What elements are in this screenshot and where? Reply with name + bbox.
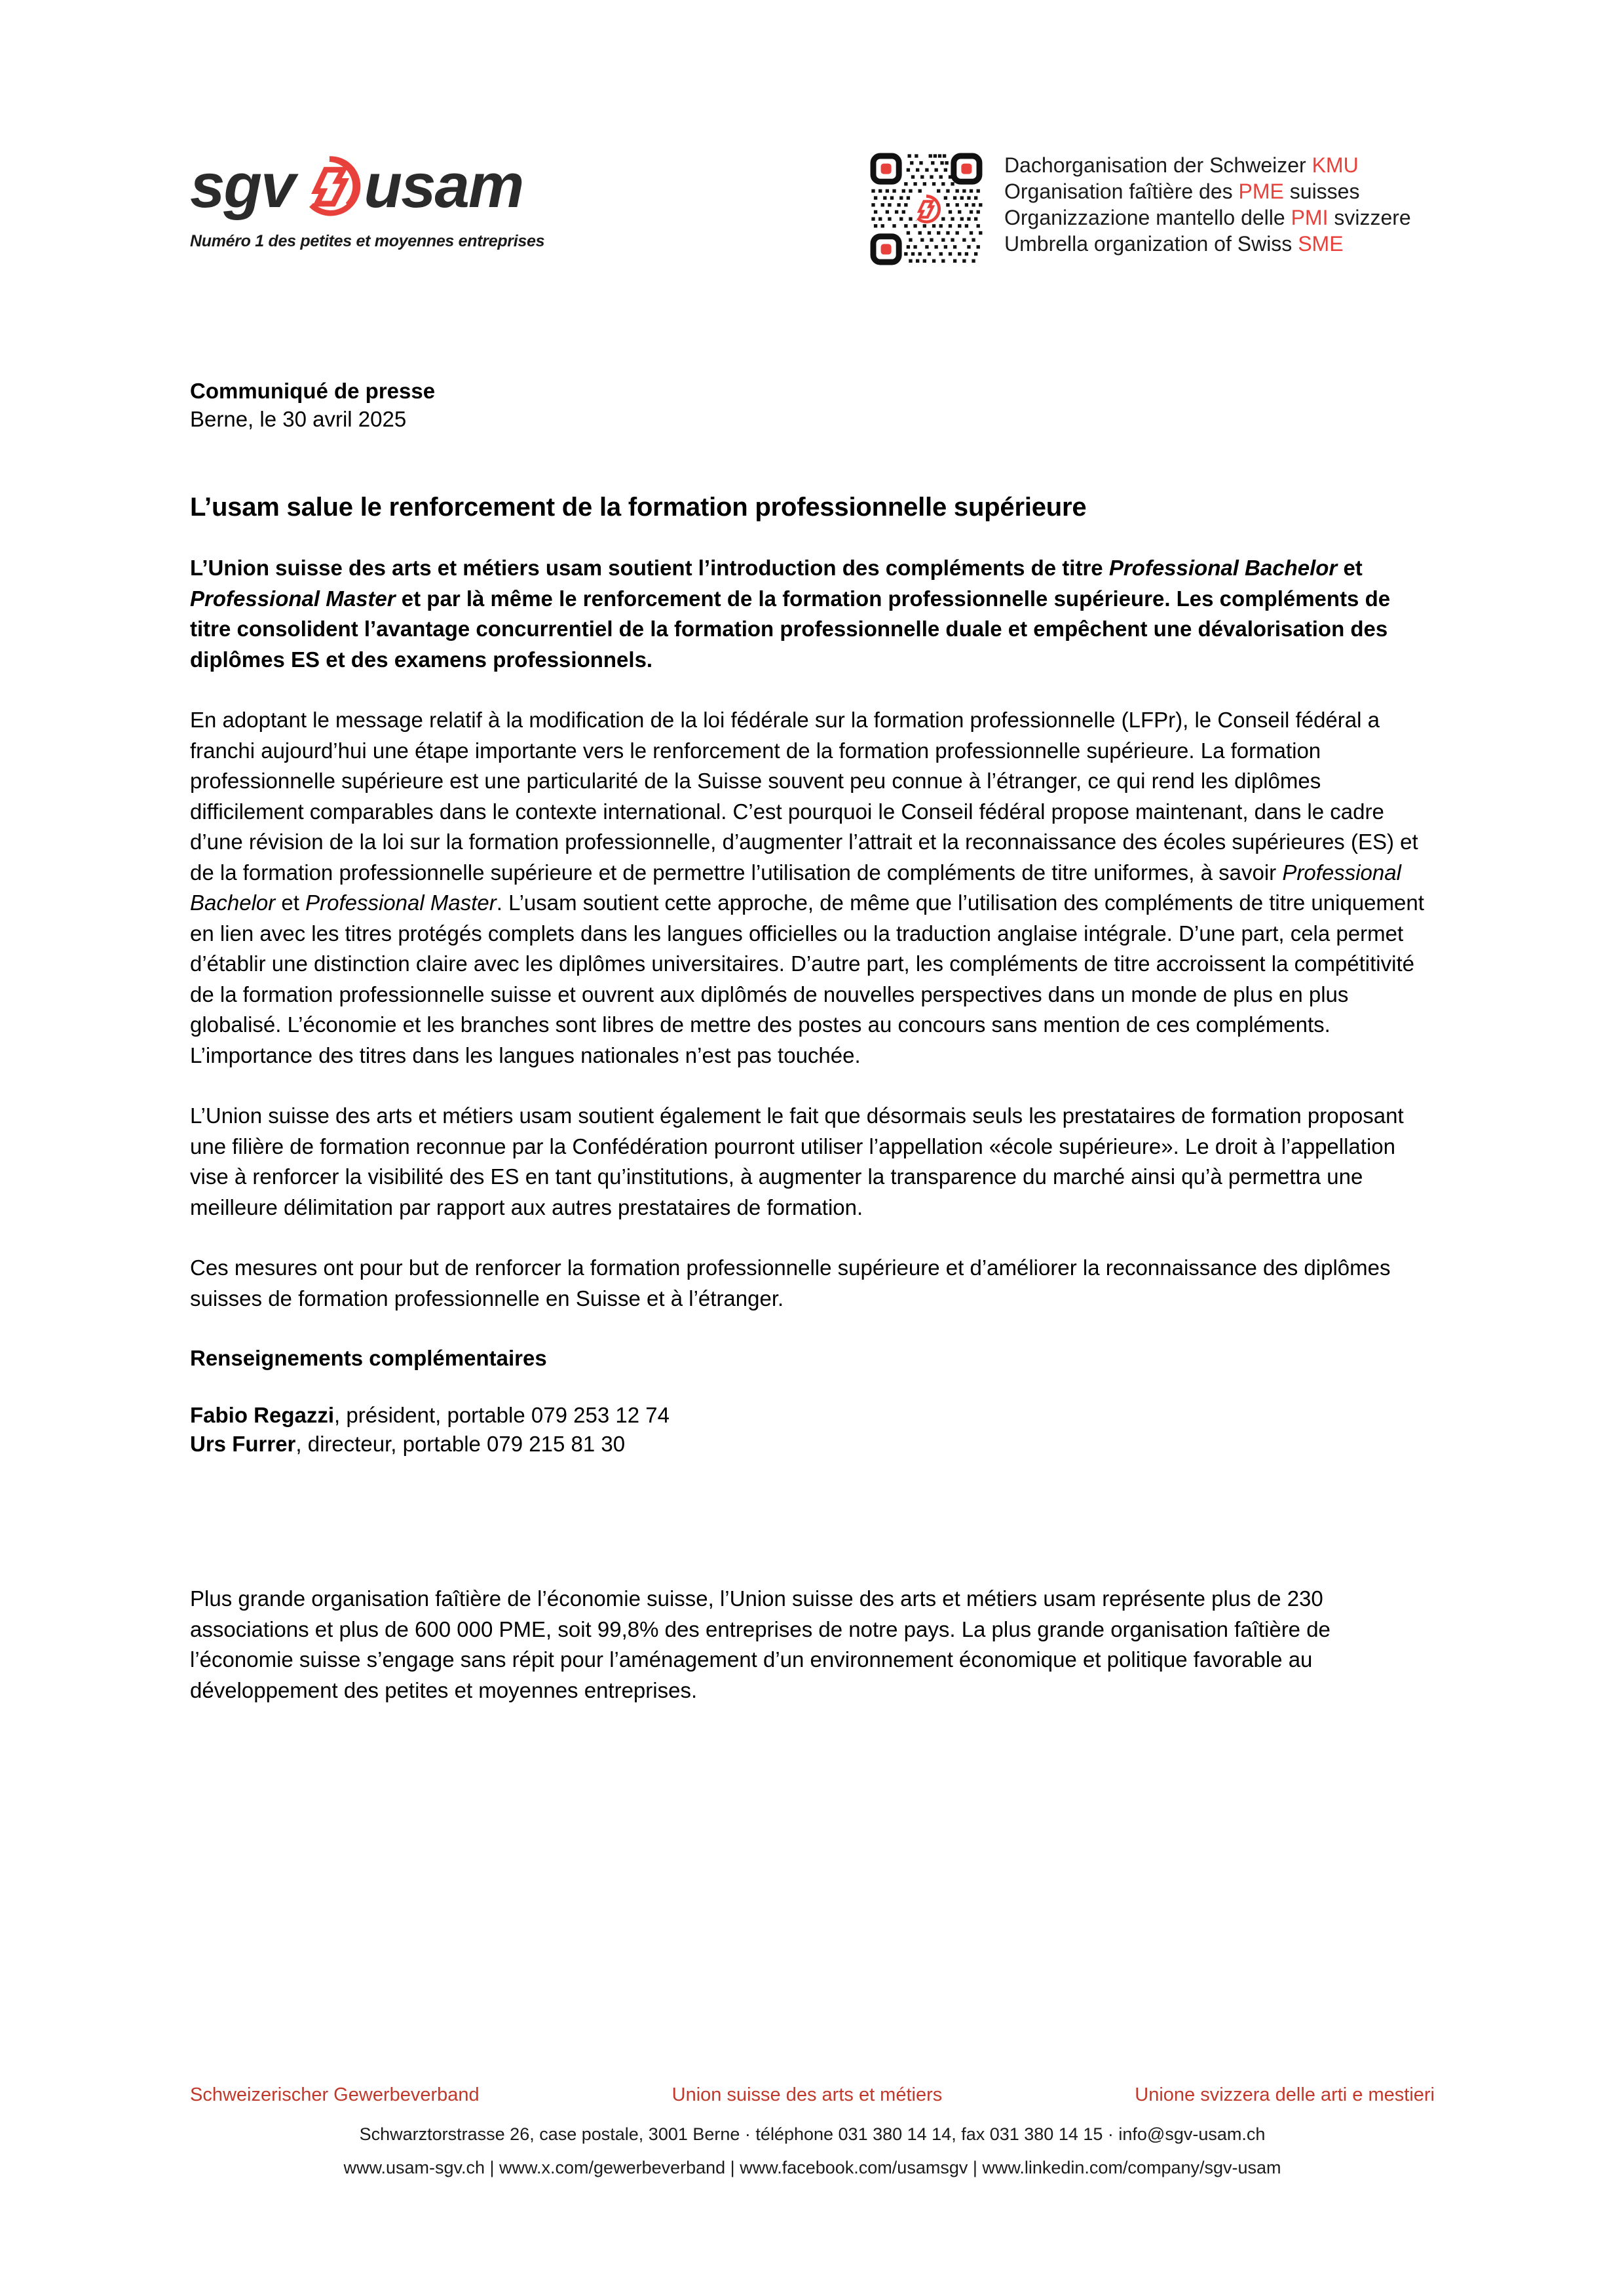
lead-part-1: L’Union suisse des arts et métiers usam soutient l’introduction des compléments de titre [190, 556, 1109, 580]
lead-part-3: et par là même le renforcement de la formation professionnelle supérieure. Les compléments de titre consolident l’avantage concurrentiel de la formation professionnelle duale et empêchent une dévalorisation des diplômes ES et des examens professionnels. [190, 586, 1391, 672]
acronym-pme: PME [1238, 180, 1284, 203]
document-kicker: Communiqué de presse [190, 379, 436, 403]
lead-emphasis-master: Professional Master [190, 586, 396, 611]
logo-wordmark [190, 149, 609, 223]
language-line-fr [1004, 178, 1411, 204]
document-header [190, 149, 1441, 280]
document-date: Berne, le 30 avril 2025 [190, 407, 407, 431]
footer-org-de: Schweizerischer Gewerbeverband [190, 2084, 480, 2105]
language-line-de [1004, 152, 1411, 178]
usam-logo [190, 149, 609, 251]
contact-row [190, 1430, 1435, 1459]
spacer [190, 1373, 1435, 1401]
footer-org-fr: Union suisse des arts et métiers [671, 2084, 943, 2105]
paragraph-1-part-1: En adoptant le message relatif à la modification de la loi fédérale sur la formation professionnelle (LFPr), le Conseil fédéral a franchi aujourd’hui une étape importante vers le renforcement de la formation professionnelle supérieure. La formation professionnelle supérieure est une particularité de la Suisse souvent peu connue à l’étranger, ce qui rend les diplômes difficilement comparables dans le contexte international. C’est pourquoi le Conseil fédéral propose maintenant, dans le cadre d’une révision de la loi sur la formation professionnelle, d’augmenter l’attrait et la reconnaissance des écoles supérieures (ES) et de la formation professionnelle supérieure et de permettre l’utilisation de compléments de titre uniformes, à savoir [190, 708, 1418, 885]
contact-detail: , directeur, portable 079 215 81 30 [295, 1432, 626, 1456]
contact-row [190, 1401, 1435, 1430]
language-line-it-before: Organizzazione mantello delle [1004, 206, 1291, 229]
spacer [190, 1459, 1435, 1562]
spacer [190, 433, 1435, 491]
lead-part-2: et [1337, 556, 1363, 580]
language-line-it [1004, 204, 1411, 231]
paragraph-1 [190, 705, 1435, 1071]
spacer [190, 675, 1435, 705]
lead-paragraph [190, 553, 1435, 675]
language-lines [1004, 149, 1411, 257]
footer-org-it: Unione svizzera delle arti e mestieri [1135, 2084, 1435, 2105]
language-line-de-before: Dachorganisation der Schweizer [1004, 153, 1312, 177]
language-line-fr-after: suisses [1283, 180, 1360, 203]
spacer [190, 1071, 1435, 1101]
contacts-heading: Renseignements complémentaires [190, 1346, 547, 1370]
language-line-it-after: svizzere [1328, 206, 1411, 229]
contact-name: Fabio Regazzi [190, 1403, 335, 1427]
language-line-fr-before: Organisation faîtière des [1004, 180, 1239, 203]
paragraph-1-part-3: . L’usam soutient cette approche, de même que l’utilisation des compléments de titre uniquement en lien avec les titres protégés complets dans les langues officielles ou la traduction anglaise intégrale. D’une part, cela permet d’établir une distinction claire avec les diplômes universitaires. D’autre part, les compléments de titre accroissent la compétitivité de la formation professionnelle suisse et ouvrent aux diplômés de nouvelles perspectives dans un monde de plus en plus globalisé. L’économie et les branches sont libres de mettre des postes au concours sans mention de ces compléments. L’importance des titres dans les langues nationales n’est pas touchée. [190, 890, 1424, 1067]
contact-name: Urs Furrer [190, 1432, 296, 1456]
spacer [190, 1314, 1435, 1343]
footer-organization-names [190, 2082, 1435, 2107]
spacer [190, 1223, 1435, 1253]
logo-text-sgv: sgv [190, 151, 295, 221]
lead-emphasis-bachelor: Professional Bachelor [1108, 556, 1338, 580]
page-title: L’usam salue le renforcement de la formation professionnelle supérieure [190, 493, 1087, 522]
paragraph-1-part-2: et [275, 890, 306, 915]
language-line-en-before: Umbrella organization of Swiss [1004, 232, 1298, 256]
acronym-kmu: KMU [1312, 153, 1359, 177]
document-footer [190, 2082, 1435, 2180]
paragraph-1-emphasis-bachelor: Professional Bachelor [190, 860, 1401, 915]
acronym-pmi: PMI [1291, 206, 1329, 229]
spacer [190, 524, 1435, 553]
qr-code-icon[interactable] [868, 151, 985, 267]
paragraph-1-emphasis-master: Professional Master [305, 890, 497, 915]
header-right-block [868, 149, 1411, 267]
logo-text-usam: usam [364, 151, 523, 221]
language-line-en [1004, 231, 1411, 257]
footer-links[interactable]: www.usam-sgv.ch | www.x.com/gewerbeverband | www.facebook.com/usamsgv | www.linkedin.com/company/sgv-usam [343, 2158, 1281, 2177]
acronym-sme: SME [1298, 232, 1344, 256]
boilerplate-paragraph: Plus grande organisation faîtière de l’économie suisse, l’Union suisse des arts et métiers usam représente plus de 230 associations et plus de 600 000 PME, soit 99,8% des entreprises de notre pays. La plus grande organisation faîtière de l’économie suisse s’engage sans répit pour l’aménagement d’un environnement économique et politique favorable au développement des petites et moyennes entreprises. [190, 1586, 1331, 1702]
paragraph-2: L’Union suisse des arts et métiers usam soutient également le fait que désormais seuls les prestataires de formation proposant une filière de formation reconnue par la Confédération pourront utiliser l’appellation «école supérieure». Le droit à l’appellation vise à renforcer la visibilité des ES en tant qu’institutions, à augmenter la transparence du marché ainsi qu’à permettra une meilleure délimitation par rapport aux autres prestataires de formation. [190, 1103, 1404, 1219]
footer-address: Schwarztorstrasse 26, case postale, 3001 Berne · téléphone 031 380 14 14, fax 031 380 14 15 · info@sgv-usam.ch [359, 2124, 1266, 2144]
paragraph-3: Ces mesures ont pour but de renforcer la formation professionnelle supérieure et d’améliorer la reconnaissance des diplômes suisses de formation professionnelle en Suisse et à l’étranger. [190, 1255, 1391, 1311]
contact-detail: , président, portable 079 253 12 74 [334, 1403, 670, 1427]
logo-tagline: Numéro 1 des petites et moyennes entreprises [190, 232, 545, 250]
usam-swiss-cross-circle-icon [298, 155, 361, 218]
document-body [190, 377, 1435, 1727]
